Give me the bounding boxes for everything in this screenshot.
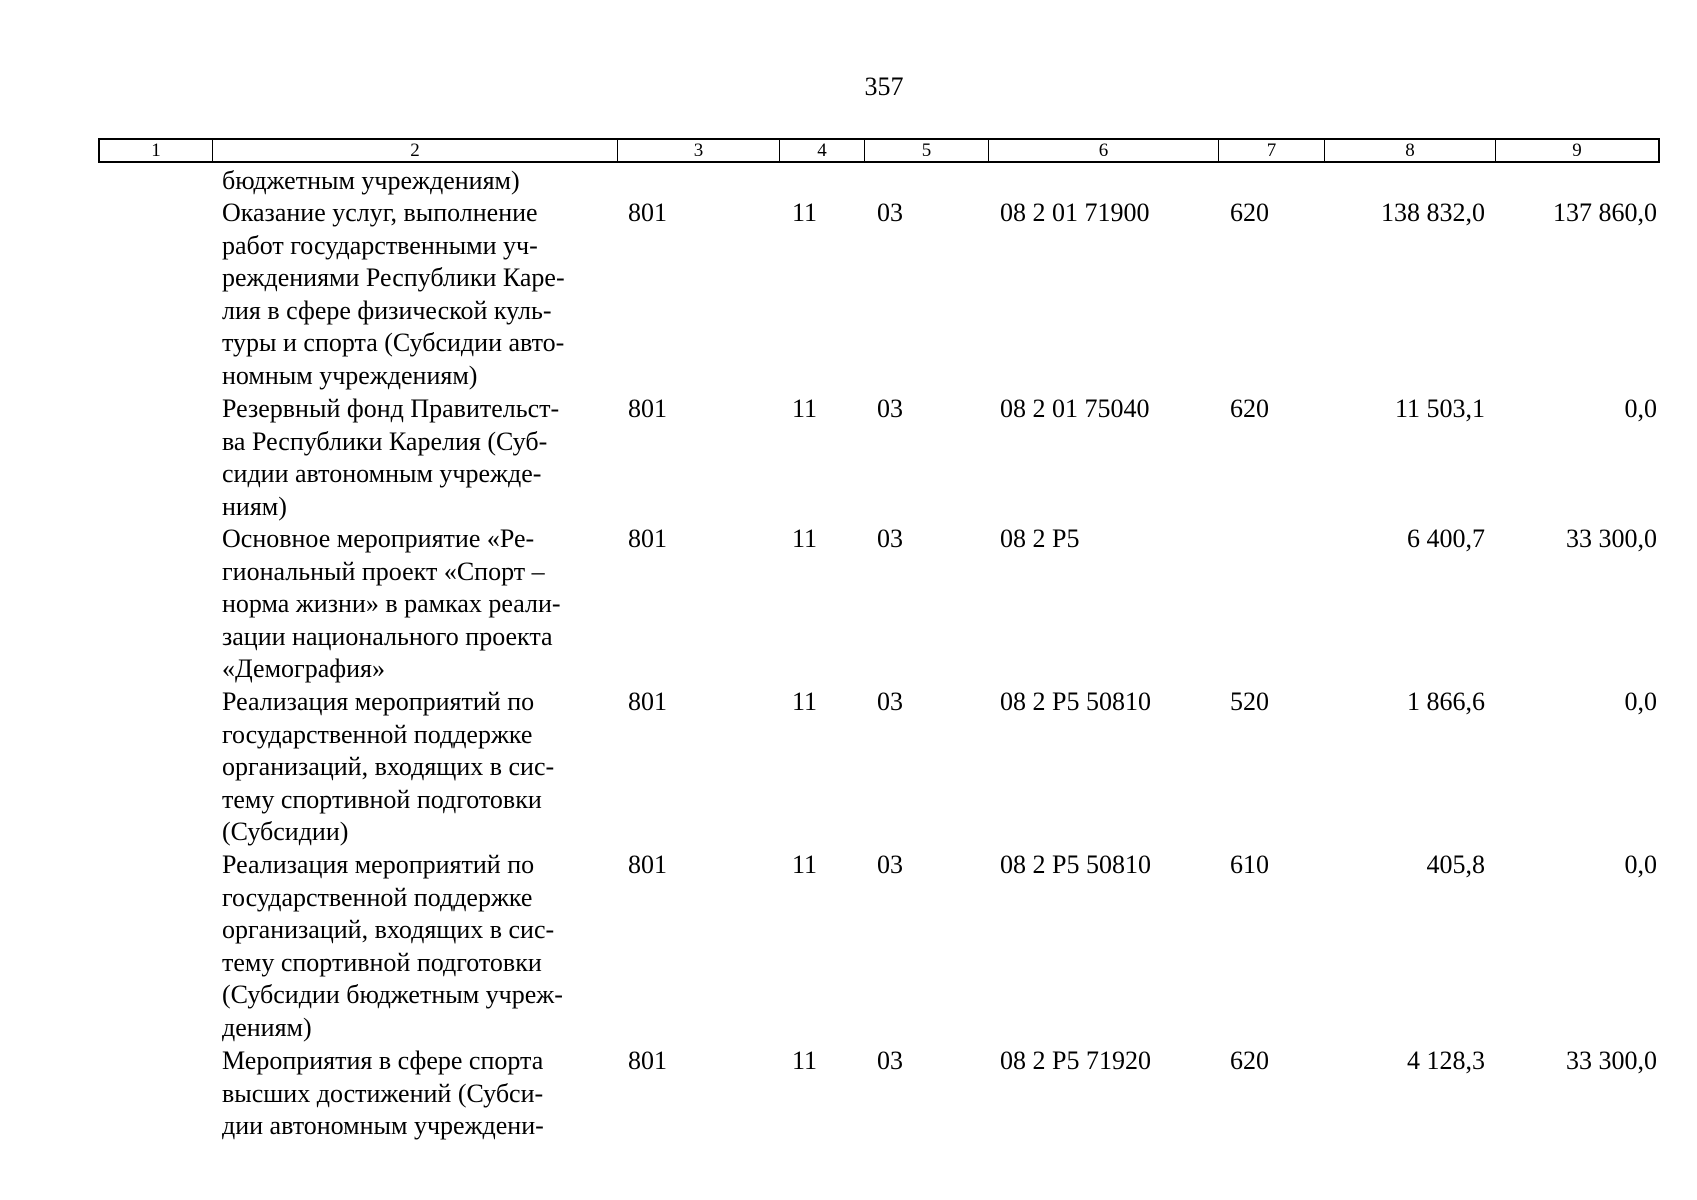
column-header-2: 2: [212, 140, 617, 161]
column-header-6: 6: [988, 140, 1218, 161]
row-cell-4: 11: [792, 198, 818, 227]
row-cell-6: 08 2 P5: [1000, 524, 1080, 553]
row-cell-9: 0,0: [1624, 394, 1657, 423]
row-cell-8: 4 128,3: [1407, 1046, 1485, 1075]
column-header-9: 9: [1495, 140, 1658, 161]
row-cell-9: 0,0: [1624, 850, 1657, 879]
row-cell-8: 11 503,1: [1394, 394, 1485, 423]
column-header-5: 5: [864, 140, 988, 161]
column-header-8: 8: [1324, 140, 1495, 161]
row-cell-6: 08 2 P5 50810: [1000, 850, 1151, 879]
row-cell-6: 08 2 P5 50810: [1000, 687, 1151, 716]
row-description: Реализация мероприятий по государственной поддержке организаций, входящих в сис- тему спортивной подготовки (Субсидии): [222, 687, 555, 846]
row-cell-3: 801: [628, 850, 667, 879]
row-cell-4: 11: [792, 394, 818, 423]
row-cell-8: 405,8: [1426, 850, 1485, 879]
row-cell-6: 08 2 01 75040: [1000, 394, 1150, 423]
column-header-3: 3: [617, 140, 779, 161]
row-cell-9: 33 300,0: [1566, 524, 1657, 553]
row-cell-4: 11: [792, 687, 818, 716]
row-cell-7: 620: [1230, 1046, 1269, 1075]
row-description: Реализация мероприятий по государственной поддержке организаций, входящих в сис- тему спортивной подготовки (Субсидии бюджетным учреж- дениям): [222, 850, 563, 1042]
row-cell-6: 08 2 01 71900: [1000, 198, 1150, 227]
row-cell-8: 138 832,0: [1381, 198, 1485, 227]
column-header-4: 4: [779, 140, 864, 161]
row-cell-4: 11: [792, 1046, 818, 1075]
row-cell-3: 801: [628, 394, 667, 423]
row-cell-9: 137 860,0: [1553, 198, 1657, 227]
row-cell-3: 801: [628, 1046, 667, 1075]
row-cell-4: 11: [792, 850, 818, 879]
row-cell-9: 0,0: [1624, 687, 1657, 716]
row-description: Основное мероприятие «Ре- гиональный проект «Спорт – норма жизни» в рамках реали- зации национального проекта «Демография»: [222, 524, 561, 683]
row-cell-7: 620: [1230, 198, 1269, 227]
column-header-1: 1: [151, 140, 161, 161]
row-cell-6: 08 2 P5 71920: [1000, 1046, 1151, 1075]
row-cell-5: 03: [877, 524, 903, 553]
page-number: 357: [864, 72, 904, 101]
column-header-7: 7: [1218, 140, 1324, 161]
row-cell-7: 610: [1230, 850, 1269, 879]
table-header-row: [98, 138, 1660, 163]
row-cell-5: 03: [877, 687, 903, 716]
row-cell-7: 620: [1230, 394, 1269, 423]
row-description: Мероприятия в сфере спорта высших достижений (Субси- дии автономным учреждени-: [222, 1046, 544, 1140]
row-cell-5: 03: [877, 850, 903, 879]
row-cell-7: 520: [1230, 687, 1269, 716]
row-cell-8: 1 866,6: [1407, 687, 1485, 716]
row-cell-8: 6 400,7: [1407, 524, 1485, 553]
row-cell-4: 11: [792, 524, 818, 553]
row-cell-9: 33 300,0: [1566, 1046, 1657, 1075]
row-cell-3: 801: [628, 687, 667, 716]
row-description: Оказание услуг, выполнение работ государственными уч- реждениями Республики Каре- лия в сфере физической куль- туры и спорта (Субсидии авто- номным учреждениям): [222, 198, 565, 390]
row-cell-3: 801: [628, 198, 667, 227]
row-cell-5: 03: [877, 394, 903, 423]
row-cell-5: 03: [877, 1046, 903, 1075]
continued-row-text: бюджетным учреждениям): [222, 166, 520, 195]
row-cell-3: 801: [628, 524, 667, 553]
row-cell-5: 03: [877, 198, 903, 227]
row-description: Резервный фонд Правительст- ва Республики Карелия (Суб- сидии автономным учрежде- ниям): [222, 394, 560, 521]
